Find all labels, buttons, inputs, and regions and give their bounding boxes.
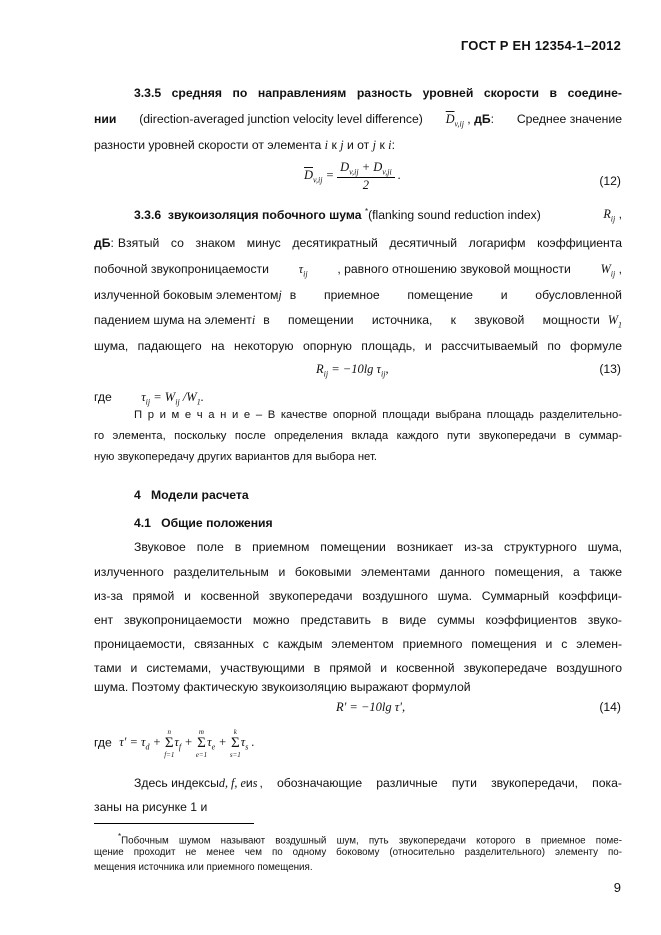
term-symbol: R xyxy=(603,207,611,221)
note-line1: П р и м е ч а н и е – В качестве опорной площади выбрана площадь разделительно- xyxy=(134,409,622,421)
paragraph-line6: тами и системами, участвующими в прямой и косвенной звукопередаче воздушного xyxy=(94,661,622,675)
paragraph-line4: ент звукопроницаемости можно представить в виде суммы коэффициентов звуко- xyxy=(94,613,622,627)
note-line2: го элемента, поскольку после определения вклада каждого пути звукопередачи в суммар- xyxy=(94,430,622,442)
english-term: (direction-averaged junction velocity level difference) xyxy=(139,112,423,126)
section-4-1-heading: 4.1 Общие положения xyxy=(134,516,273,530)
fraction: $\frac{D_{v,ij} + D_{v,ji}}{2}$ xyxy=(337,160,395,193)
term-3-3-6-line6: шума, падающего на некоторую опорную площадь, и рассчитываемый по формуле xyxy=(94,339,622,353)
section-4-heading: 4 Модели расчета xyxy=(134,488,249,502)
term-3-3-6-line2: дБ: Взятый со знаком минус десятикратный десятичный логарифм коэффициента xyxy=(94,236,622,250)
footnote-line3: мещения источника или приемного помещения. xyxy=(94,862,313,873)
footnote-marker: * xyxy=(364,207,369,216)
term-3-3-5-line2: нии (direction-averaged junction velocity level difference) $\overline{D}_{v,ij}$ , дБ: Среднее значение xyxy=(94,112,622,129)
equation-number-13: (13) xyxy=(599,362,621,376)
where-clause-14: где $\tau' = \tau_d$ + n Σ f=1 $\tau_f$ + m Σ e=1 $\tau_e$ + k Σ s=1 $\tau_s$ . xyxy=(94,728,255,759)
term-title: звукоизоляция побочного шума xyxy=(167,208,362,223)
footnote-line1: *Побочным шумом называют воздушный шум, путь звукопередачи которого в приемное поме- xyxy=(118,832,622,847)
page-number: 9 xyxy=(613,880,621,895)
term-3-3-5-line1 xyxy=(94,86,622,100)
term-title-cont: нии xyxy=(94,112,117,126)
term-title: средняя по направлениям разность уровней скорости в соедине- xyxy=(171,86,622,100)
summation-s: k Σ s=1 xyxy=(229,728,241,759)
footnote-line2: щение проходит не менее чем по одному боковому (относительно разделительного) элементу по- xyxy=(94,847,622,858)
equation-number-12: (12) xyxy=(599,174,621,188)
where-clause-13: где $\tau_{ij} = W_{ij}$ $/W_1$. xyxy=(94,390,204,407)
paragraph-line2: излученного разделительным и боковыми элементами данного помещения, а также xyxy=(94,565,622,579)
term-3-3-6-line1: 3.3.6 звукоизоляция побочного шума *(flanking sound reduction index) $R_{ij}$ , xyxy=(134,207,622,224)
summation-f: n Σ f=1 xyxy=(164,728,175,759)
term-symbol: $\overline{D}$ xyxy=(445,112,455,126)
english-term: (flanking sound reduction index) xyxy=(368,208,541,223)
footnote-divider xyxy=(94,823,254,824)
summation-e: m Σ e=1 xyxy=(195,728,208,759)
paragraph-line7: шума. Поэтому фактическую звукоизоляцию выражают формулой xyxy=(94,680,471,694)
paragraph-line3: из-за прямой и косвенной звукопередачи воздушного шума. Суммарный коэффици- xyxy=(94,589,622,603)
paragraph-line1: Звуковое поле в приемном помещении возникает из-за структурного шума, xyxy=(134,540,622,554)
equation-12: $\overline{D}_{v,ij}$ = $\frac{D_{v,ij} + D_{v,ji}}{2}$ . xyxy=(304,160,401,192)
note-label: П р и м е ч а н и е xyxy=(134,409,251,421)
definition-start: Среднее значение xyxy=(516,112,622,126)
equation-number-14: (14) xyxy=(599,700,621,714)
equation-13: $R_{ij} = -10\lg$ $\tau_{ij}$, xyxy=(316,362,389,379)
term-3-3-6-line3: побочной звукопроницаемости $\tau_{ij}$ , равного отношению звуковой мощности $W_{ij}$ , xyxy=(94,262,622,279)
paragraph-line5: проницаемости, связанных с каждым элементом приемного помещения и с элемен- xyxy=(94,637,622,651)
term-3-3-6-line4: излученной боковым элементом j в приемное помещение и обусловленной xyxy=(94,288,622,302)
section-number: 3.3.6 xyxy=(134,208,162,223)
equation-14: R' = −10lg τ', xyxy=(336,700,406,714)
document-header: ГОСТ Р ЕН 12354-1–2012 xyxy=(460,38,621,53)
section-number: 3.3.5 xyxy=(134,86,162,100)
term-3-3-5-line3: разности уровней скорости от элемента i к j и от j к i: xyxy=(94,138,395,152)
paragraph-indices-line2: заны на рисунке 1 и xyxy=(94,800,208,814)
unit: дБ xyxy=(474,112,491,126)
note-line3: ную звукопередачу других вариантов для выбора нет. xyxy=(94,451,378,463)
term-3-3-6-line5: падением шума на элемент i в помещении источника, к звуковой мощности $W_1$ xyxy=(94,313,622,330)
paragraph-indices-line1: Здесь индексы d, f, e и s , обозначающие различные пути звукопередачи, пока- xyxy=(134,776,622,790)
